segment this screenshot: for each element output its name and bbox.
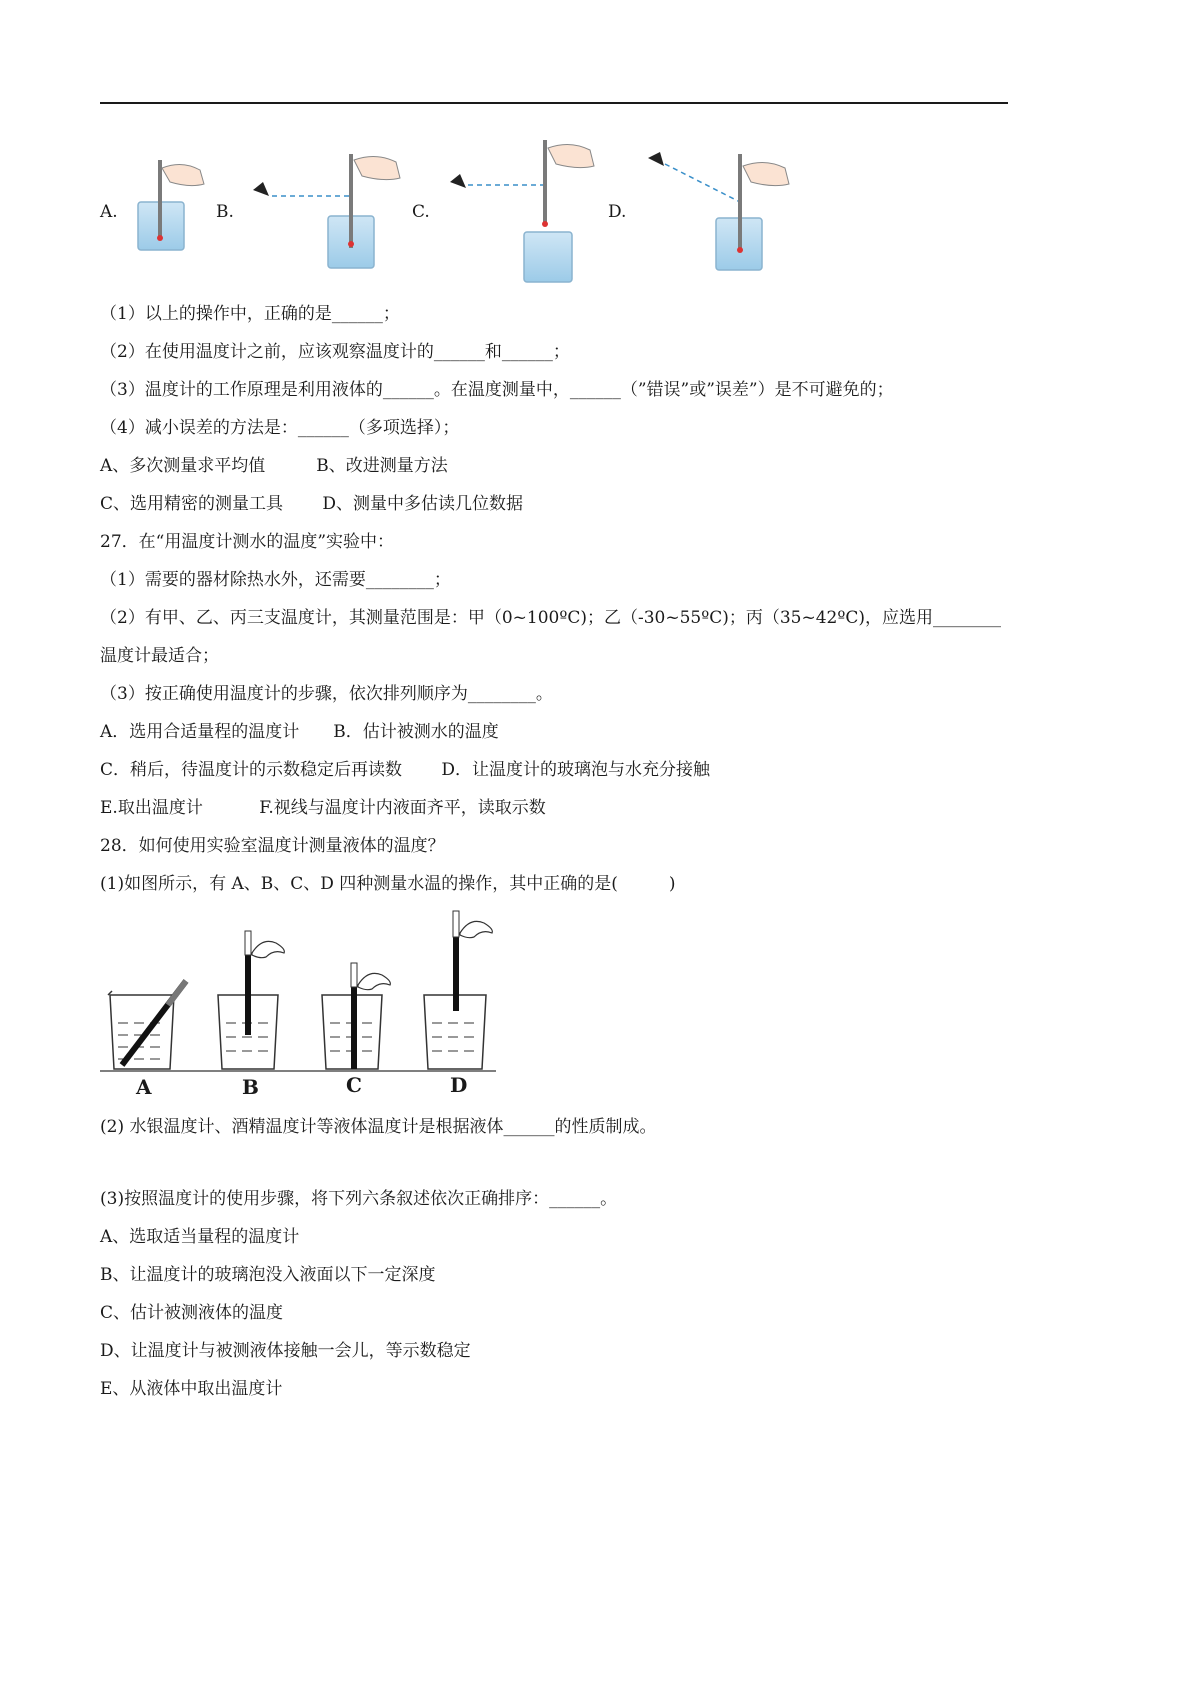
- beaker-a-icon: [138, 160, 204, 250]
- q28-title: 28．如何使用实验室温度计测量液体的温度？: [100, 836, 445, 856]
- thermometer-reading-figure: [100, 130, 800, 290]
- fig1-label-b: B.: [216, 202, 234, 222]
- q28-option-c: C、估计被测液体的温度: [100, 1303, 284, 1323]
- q28-part2: (2) 水银温度计、酒精温度计等液体温度计是根据液体______的性质制成。: [100, 1117, 657, 1137]
- water-temperature-figure: [98, 905, 498, 1105]
- beaker-c-icon: [450, 140, 594, 282]
- q27-part3: （3）按正确使用温度计的步骤，依次排列顺序为________。: [100, 684, 553, 704]
- q26-options-cd: C、选用精密的测量工具 D、测量中多估读几位数据: [100, 494, 524, 514]
- beaker-d-icon: [424, 911, 492, 1069]
- fig2-drawing: [98, 905, 498, 1105]
- fig1-label-c: C.: [412, 202, 430, 222]
- fig1-drawing: [100, 130, 800, 290]
- beaker-c-icon: [322, 963, 390, 1069]
- q27-options-ef: E.取出温度计 F.视线与温度计内液面齐平，读取示数: [100, 798, 546, 818]
- fig2-label-b: B: [242, 1075, 259, 1099]
- header-rule: [100, 102, 1008, 104]
- q28-option-d: D、让温度计与被测液体接触一会儿，等示数稳定: [100, 1341, 471, 1361]
- q27-part2: （2）有甲、乙、丙三支温度计，其测量范围是：甲（0~100ºC)；乙（-30~55ºC)；丙（35~42ºC)，应选用________: [100, 608, 1001, 628]
- q27-part1: （1）需要的器材除热水外，还需要________；: [100, 570, 451, 590]
- fig2-label-c: C: [346, 1073, 362, 1097]
- fig2-label-d: D: [450, 1073, 468, 1097]
- fig1-label-d: D.: [608, 202, 627, 222]
- beaker-d-icon: [648, 152, 789, 270]
- q28-part3: (3)按照温度计的使用步骤，将下列六条叙述依次正确排序：______。: [100, 1189, 618, 1209]
- q28-option-b: B、让温度计的玻璃泡没入液面以下一定深度: [100, 1265, 436, 1285]
- q28-option-e: E、从液体中取出温度计: [100, 1379, 283, 1399]
- q26-options-ab: A、多次测量求平均值 B、改进测量方法: [100, 456, 448, 476]
- beaker-b-icon: [253, 154, 400, 268]
- q27-options-ab: A．选用合适量程的温度计 B．估计被测水的温度: [100, 722, 499, 742]
- q28-option-a: A、选取适当量程的温度计: [100, 1227, 300, 1247]
- q26-part3: （3）温度计的工作原理是利用液体的______。在温度测量中，______（”错误”或”误差”）是不可避免的；: [100, 380, 894, 400]
- q27-part2-cont: 温度计最适合；: [100, 646, 219, 666]
- q26-part2: （2）在使用温度计之前，应该观察温度计的______和______；: [100, 342, 570, 362]
- q27-options-cd: C．稍后，待温度计的示数稳定后再读数 D．让温度计的玻璃泡与水充分接触: [100, 760, 711, 780]
- fig1-label-a: A.: [100, 202, 118, 222]
- q28-part1: (1)如图所示，有 A、B、C、D 四种测量水温的操作，其中正确的是( ): [100, 874, 676, 894]
- q26-part4: （4）减小误差的方法是：______（多项选择）；: [100, 418, 460, 438]
- fig2-label-a: A: [136, 1075, 152, 1099]
- q27-title: 27．在“用温度计测水的温度”实验中：: [100, 532, 395, 552]
- beaker-b-icon: [218, 931, 284, 1069]
- q26-part1: （1）以上的操作中，正确的是______；: [100, 304, 400, 324]
- beaker-a-icon: [108, 981, 186, 1069]
